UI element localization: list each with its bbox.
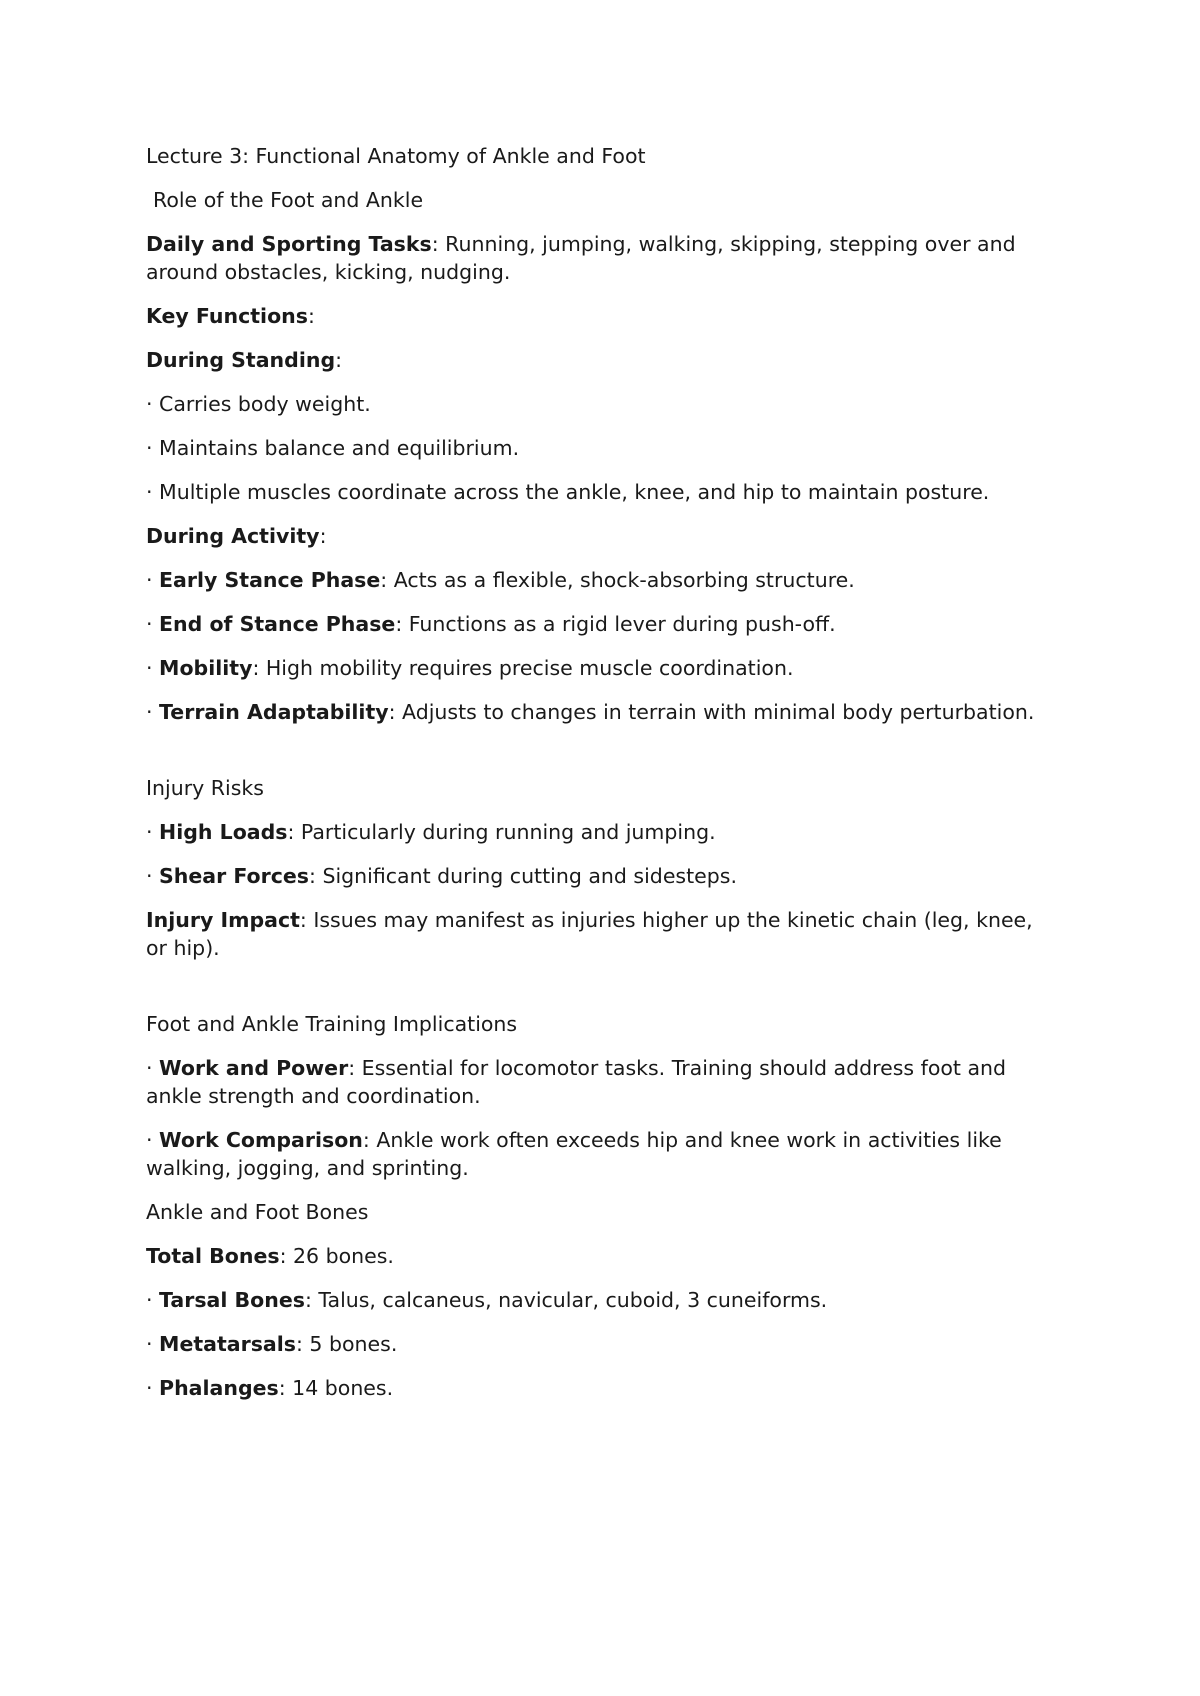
activity-item: [146, 698, 1056, 726]
standing-item: · Multiple muscles coordinate across the ankle, knee, and hip to maintain posture.: [146, 480, 990, 504]
injury-item-label: Shear Forces: [159, 864, 310, 888]
total-bones-paragraph: [146, 1242, 1056, 1270]
injury-item: [146, 818, 1056, 846]
bullet-mark: ·: [146, 1056, 160, 1080]
key-functions-colon: :: [307, 304, 315, 328]
activity-item-label: Terrain Adaptability: [159, 700, 389, 724]
bullet-mark: ·: [146, 1376, 160, 1400]
activity-item-text: : Functions as a rigid lever during push-off.: [395, 612, 836, 636]
total-bones-label: Total Bones: [146, 1244, 280, 1268]
activity-item-label: Mobility: [159, 656, 253, 680]
injury-impact-label: Injury Impact: [146, 908, 300, 932]
bones-item-text: : Talus, calcaneus, navicular, cuboid, 3 cuneiforms.: [304, 1288, 828, 1312]
section-heading-training: Foot and Ankle Training Implications: [146, 1012, 518, 1036]
activity-item-text: : High mobility requires precise muscle coordination.: [252, 656, 794, 680]
activity-item-text: : Acts as a flexible, shock-absorbing structure.: [380, 568, 855, 592]
bones-item: [146, 1286, 1056, 1314]
during-activity-label: During Activity: [146, 524, 320, 548]
injury-impact-paragraph: [146, 906, 1056, 962]
bones-item-text: : 14 bones.: [278, 1376, 394, 1400]
activity-item-text: : Adjusts to changes in terrain with minimal body perturbation.: [388, 700, 1035, 724]
training-item: [146, 1054, 1056, 1110]
standing-item: · Maintains balance and equilibrium.: [146, 436, 520, 460]
bullet-mark: ·: [146, 568, 160, 592]
key-functions-label: Key Functions: [146, 304, 308, 328]
injury-impact-text: : Issues may manifest as injuries higher up the kinetic chain (leg, knee, or hip).: [146, 908, 1033, 960]
injury-item-text: : Significant during cutting and sidesteps.: [309, 864, 737, 888]
section-heading-bones: Ankle and Foot Bones: [146, 1200, 369, 1224]
injury-item: [146, 862, 1056, 890]
during-standing-label: During Standing: [146, 348, 336, 372]
bones-item-label: Tarsal Bones: [159, 1288, 305, 1312]
bullet-mark: ·: [146, 612, 160, 636]
activity-item: [146, 610, 1056, 638]
bones-item-label: Metatarsals: [159, 1332, 296, 1356]
page-title: Lecture 3: Functional Anatomy of Ankle and Foot: [146, 144, 646, 168]
during-activity-heading: [146, 522, 1056, 550]
training-item-label: Work and Power: [159, 1056, 349, 1080]
daily-tasks-text: : Running, jumping, walking, skipping, stepping over and around obstacles, kicking, nudging.: [146, 232, 1016, 284]
daily-tasks-paragraph: [146, 230, 1056, 286]
bullet-mark: ·: [146, 656, 160, 680]
activity-item: [146, 654, 1056, 682]
bullet-mark: ·: [146, 820, 160, 844]
bones-item: [146, 1330, 1056, 1358]
training-item-label: Work Comparison: [159, 1128, 363, 1152]
daily-tasks-label: Daily and Sporting Tasks: [146, 232, 432, 256]
during-standing-heading: [146, 346, 1056, 374]
bullet-mark: ·: [146, 700, 160, 724]
injury-item-label: High Loads: [159, 820, 288, 844]
total-bones-text: : 26 bones.: [279, 1244, 394, 1268]
bullet-mark: ·: [146, 864, 160, 888]
bullet-mark: ·: [146, 1332, 160, 1356]
section-heading-injury-risks: Injury Risks: [146, 776, 264, 800]
training-item: [146, 1126, 1056, 1182]
activity-item: [146, 566, 1056, 594]
standing-item: · Carries body weight.: [146, 392, 371, 416]
section-heading-role: Role of the Foot and Ankle: [153, 188, 424, 212]
during-standing-colon: :: [335, 348, 343, 372]
bones-item-label: Phalanges: [159, 1376, 279, 1400]
bones-item-text: : 5 bones.: [296, 1332, 398, 1356]
bullet-mark: ·: [146, 1288, 160, 1312]
training-item-text: : Ankle work often exceeds hip and knee work in activities like walking, jogging, and sprinting.: [146, 1128, 1002, 1180]
during-activity-colon: :: [319, 524, 327, 548]
activity-item-label: Early Stance Phase: [159, 568, 381, 592]
bones-item: [146, 1374, 1056, 1402]
training-item-text: : Essential for locomotor tasks. Training should address foot and ankle strength and coordination.: [146, 1056, 1007, 1108]
key-functions-heading: [146, 302, 1056, 330]
activity-item-label: End of Stance Phase: [159, 612, 396, 636]
bullet-mark: ·: [146, 1128, 160, 1152]
document-page: [146, 142, 1056, 1418]
injury-item-text: : Particularly during running and jumping.: [287, 820, 716, 844]
